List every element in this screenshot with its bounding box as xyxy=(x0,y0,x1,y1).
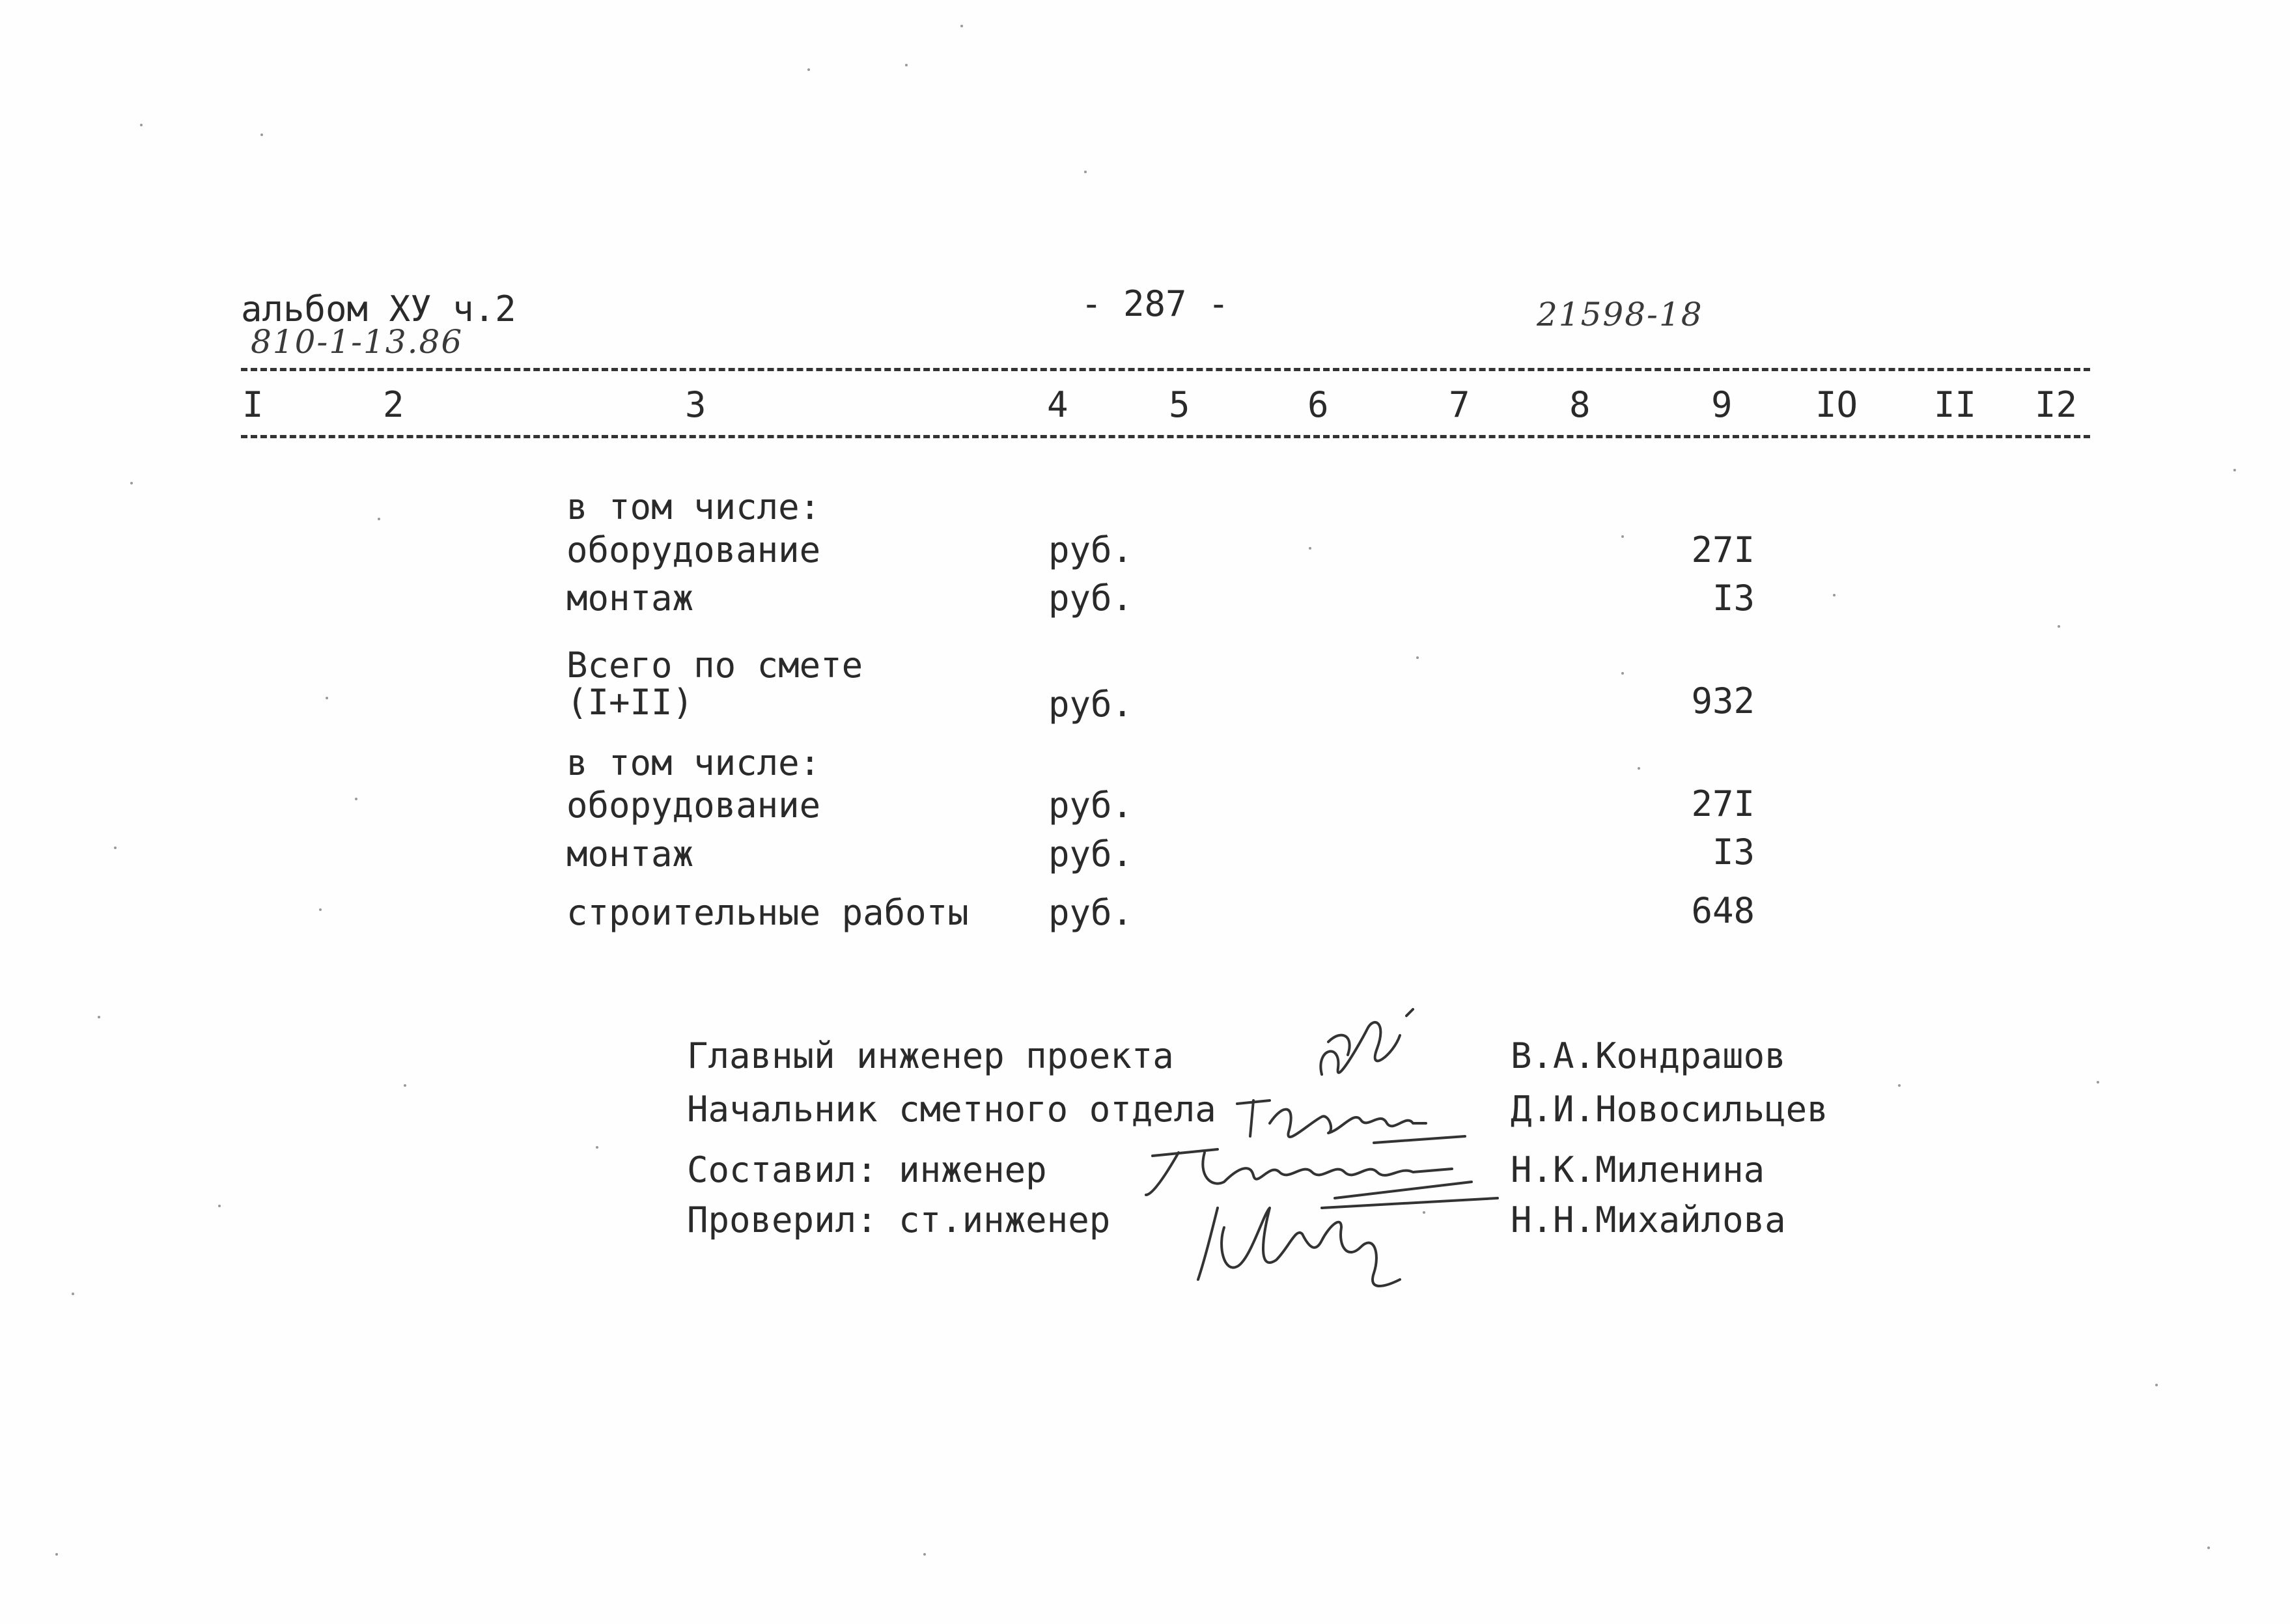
row-label: монтаж xyxy=(566,833,694,875)
inventory-number-handwritten: 21598-18 xyxy=(1537,296,1703,333)
column-header: 2 xyxy=(383,384,404,425)
row-value: 648 xyxy=(1691,890,1755,931)
header-rule-top xyxy=(241,368,2090,371)
column-header: 7 xyxy=(1449,384,1470,425)
column-header: I2 xyxy=(2035,384,2078,425)
scan-speck xyxy=(72,1293,74,1295)
row-unit: руб. xyxy=(1048,529,1134,570)
header-rule-bottom xyxy=(241,435,2090,438)
column-header: 6 xyxy=(1307,384,1329,425)
scan-speck xyxy=(404,1084,406,1087)
row-value: 27I xyxy=(1691,529,1755,570)
row-label: оборудование xyxy=(566,785,821,826)
column-header: 5 xyxy=(1169,384,1190,425)
scan-speck xyxy=(140,124,143,126)
column-header: 8 xyxy=(1569,384,1591,425)
scan-speck xyxy=(2058,625,2060,628)
block-intro-label: в том числе: xyxy=(566,742,821,783)
column-header: II xyxy=(1934,384,1977,425)
album-code-handwritten: 810-1-13.86 xyxy=(251,323,464,361)
scan-speck xyxy=(923,1553,926,1556)
scan-speck xyxy=(905,64,908,66)
scan-speck xyxy=(130,482,133,484)
row-unit: руб. xyxy=(1048,833,1134,875)
scan-speck xyxy=(326,697,328,699)
signature-checker xyxy=(1192,1188,1504,1299)
scan-speck xyxy=(98,1016,100,1018)
scan-speck xyxy=(218,1205,221,1207)
scan-speck xyxy=(1833,594,1836,596)
scan-speck xyxy=(378,518,380,520)
total-label-line2: (I+II) xyxy=(566,682,694,723)
scan-speck xyxy=(1621,672,1624,675)
scan-speck xyxy=(596,1146,598,1149)
scan-speck xyxy=(355,798,357,800)
signatory-role: Составил: инженер xyxy=(687,1149,1047,1190)
scan-speck xyxy=(2155,1384,2158,1386)
column-header: I xyxy=(242,384,264,425)
row-label: монтаж xyxy=(566,578,694,619)
signatory-name: Д.И.Новосильцев xyxy=(1511,1089,1828,1130)
scan-speck xyxy=(1084,171,1087,173)
signatory-role: Проверил: ст.инженер xyxy=(687,1199,1111,1240)
row-unit: руб. xyxy=(1048,785,1134,826)
row-label: строительные работы xyxy=(566,892,969,933)
signature-chief-engineer xyxy=(1302,1003,1432,1094)
block-intro-label: в том числе: xyxy=(566,486,821,527)
column-header: 4 xyxy=(1047,384,1068,425)
scan-speck xyxy=(1309,547,1311,550)
column-header: IO xyxy=(1815,384,1858,425)
scan-speck xyxy=(260,133,263,136)
signatory-role: Главный инженер проекта xyxy=(687,1035,1174,1076)
row-value: I3 xyxy=(1712,832,1755,873)
scan-speck xyxy=(319,908,322,911)
signatory-name: Н.Н.Михайлова xyxy=(1511,1199,1786,1240)
row-unit: руб. xyxy=(1048,578,1134,619)
scan-speck xyxy=(2233,469,2236,471)
total-value: 932 xyxy=(1691,680,1755,721)
row-value: I3 xyxy=(1712,578,1755,619)
scan-speck xyxy=(1638,767,1640,770)
scan-speck xyxy=(960,25,963,27)
signatory-role: Начальник сметного отдела xyxy=(687,1089,1216,1130)
scan-speck xyxy=(1898,1084,1901,1087)
album-title: альбом ХУ ч.2 xyxy=(241,288,516,329)
column-header: 3 xyxy=(685,384,706,425)
total-label-line1: Всего по смете xyxy=(566,645,863,686)
signatory-name: Н.К.Миленина xyxy=(1511,1149,1765,1190)
total-unit: руб. xyxy=(1048,684,1134,725)
page-number: - 287 - xyxy=(1081,283,1229,324)
signatory-name: В.А.Кондрашов xyxy=(1511,1035,1786,1076)
scan-speck xyxy=(114,847,117,849)
column-header: 9 xyxy=(1711,384,1733,425)
scan-speck xyxy=(807,68,810,71)
row-label: оборудование xyxy=(566,529,821,570)
scan-speck xyxy=(2207,1547,2210,1549)
row-value: 27I xyxy=(1691,783,1755,824)
scan-speck xyxy=(2097,1081,2099,1084)
row-unit: руб. xyxy=(1048,892,1134,933)
scan-speck xyxy=(1621,535,1624,538)
scan-speck xyxy=(1416,656,1419,659)
scan-speck xyxy=(55,1553,58,1556)
scan-speck xyxy=(1423,1211,1425,1214)
